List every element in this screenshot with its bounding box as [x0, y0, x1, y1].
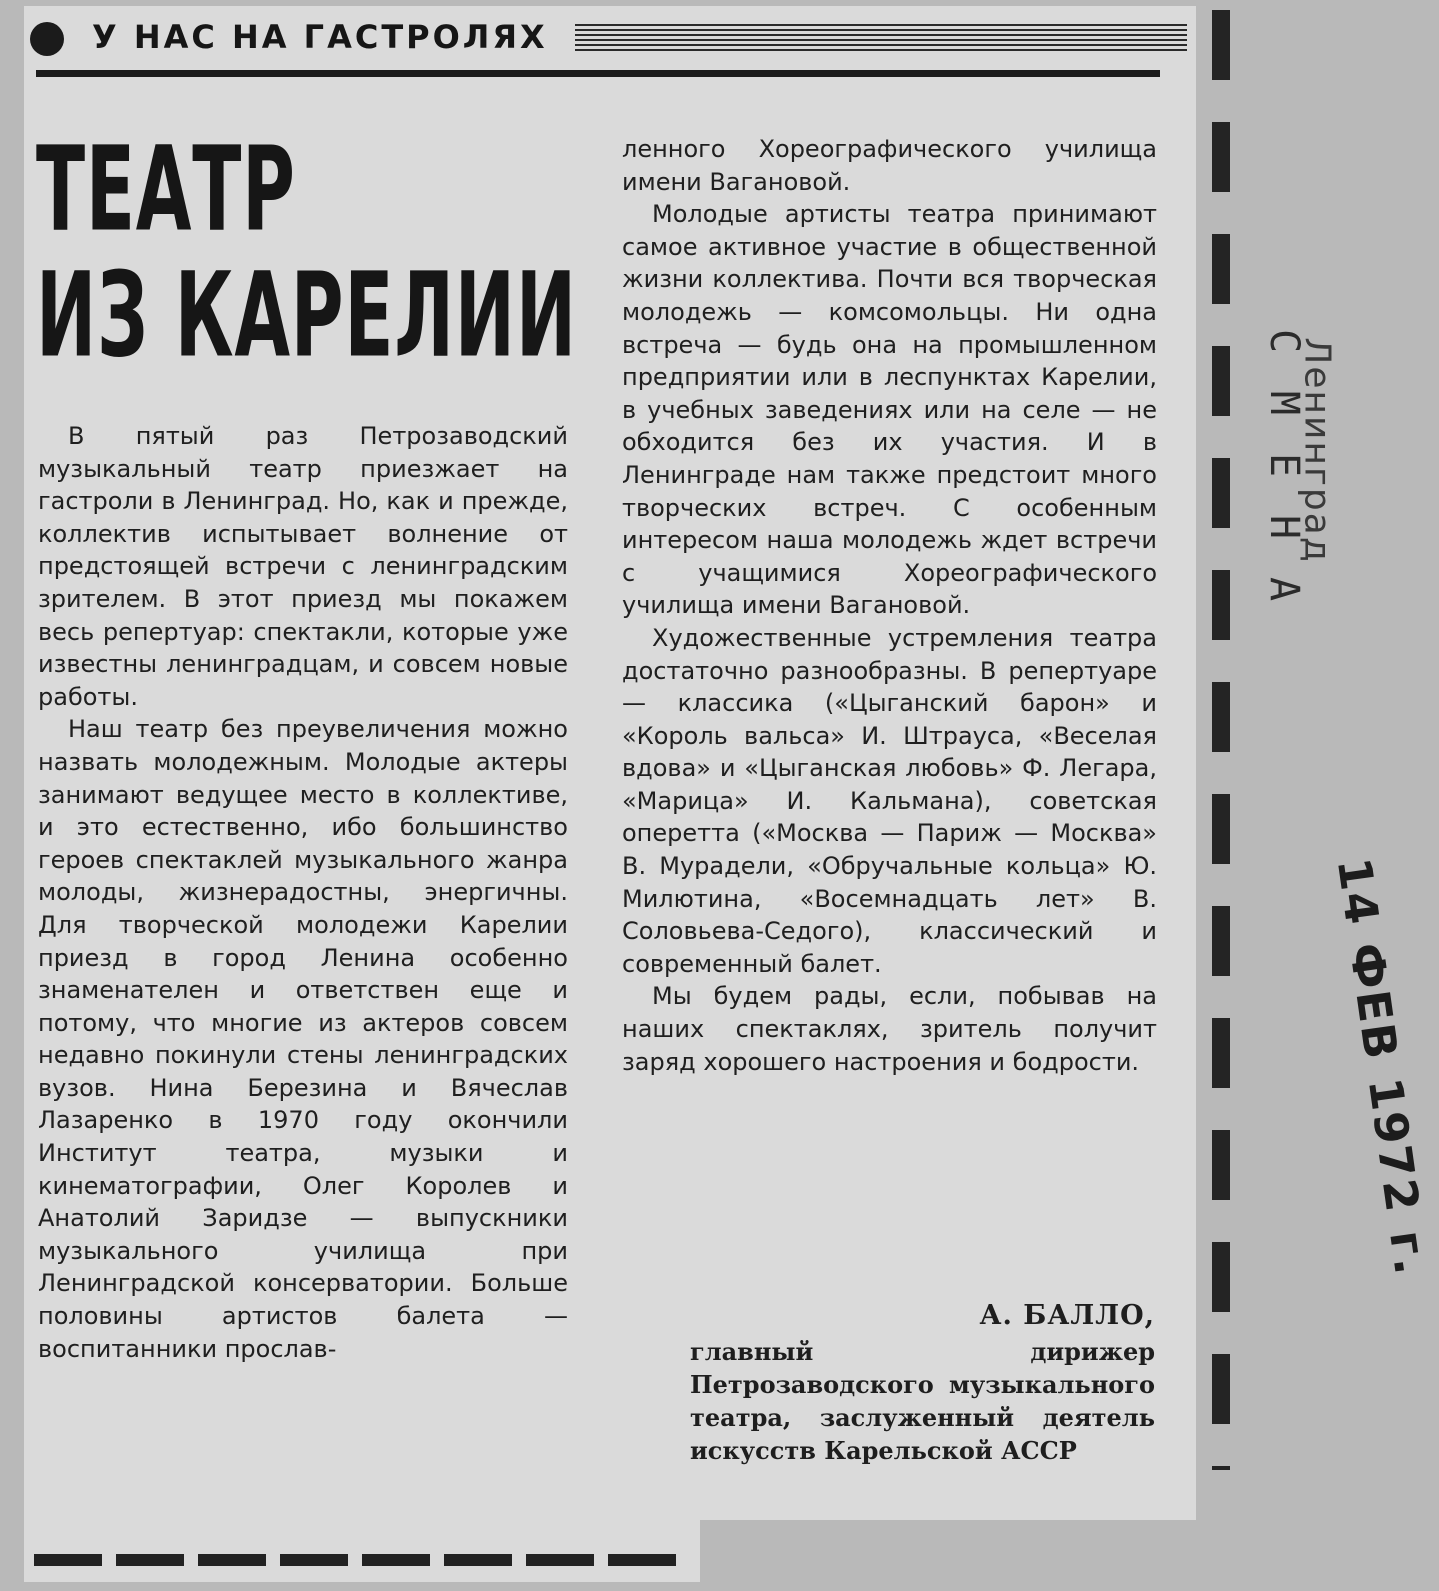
paragraph: Молодые артисты театра принимают самое активное участие в общественной жизни коллектива. Почти вся творческая молодежь — комсомольцы. Ни одна встреча — будь она на промышленном предприятии или в леспунктах Карелии, в учебных заведениях или на селе — не обходится без их участия. И в Ленинграде нам также предстоит много творческих встреч. С особенным интересом наша молодежь ждет встречи с учащимися Хореографического училища имени Вагановой.	[622, 200, 1157, 620]
paragraph: В пятый раз Петрозаводский музыкальный театр приезжает на гастроли в Ленинград. Но, как и прежде, коллектив испытывает волнение от предстоящей встречи с ленинградским зрителем. В этот приезд мы покажем весь репертуар: спектакли, которые уже известны ленинградцам, и совсем новые работы.	[38, 422, 568, 711]
clipping-cut-edge	[700, 1520, 1260, 1591]
stamp-letter: Н	[1261, 514, 1307, 540]
headline-line-2: ИЗ КАРЕЛИИ	[36, 246, 577, 384]
paragraph: Художественные устремления театра достаточно разнообразны. В репертуаре — классика («Цыганский барон» и «Король вальса» И. Штрауса, «Веселая вдова» и «Цыганская любовь» Ф. Легара, «Марица» И. Кальмана), советская оперетта («Москва — Париж — Москва» В. Мурадели, «Обручальные кольца» Ю. Милютина, «Восемнадцать лет» В. Соловьева-Седого), классический и современный балет.	[622, 623, 1157, 978]
bottom-dash-line	[34, 1554, 689, 1566]
author-role: главный дирижер Петрозаводского музыкального театра, заслуженный деятель искусств Карельской АССР	[690, 1337, 1155, 1465]
rubric-title: У НАС НА ГАСТРОЛЯХ	[92, 18, 548, 56]
article-column-right	[622, 133, 1157, 1078]
margin-dash-line	[1212, 10, 1230, 1470]
rubric-hatch-lines	[575, 24, 1187, 54]
headline-line-1: ТЕАТР	[36, 120, 296, 258]
paragraph: ленного Хореографического училища имени Вагановой.	[622, 135, 1157, 196]
archive-margin-strip	[1204, 0, 1439, 1591]
author-name: А. БАЛЛО,	[979, 1300, 1155, 1331]
header-rule	[36, 70, 1160, 77]
stamp-letter: А	[1261, 576, 1307, 602]
paragraph: Мы будем рады, если, побывав на наших спектаклях, зритель получит заряд хорошего настроения и бодрости.	[622, 982, 1157, 1076]
city-stamp: Ленинград	[1296, 337, 1338, 564]
bullet-dot	[30, 22, 64, 56]
paragraph: Наш театр без преувеличения можно назвать молодежным. Молодые актеры занимают ведущее место в коллективе, и это естественно, ибо большинство героев спектаклей музыкального жанра молоды, жизнерадостны, энергичны. Для творческой молодежи Карелии приезд в город Ленина особенно знаменателен и ответствен еще и потому, что многие из актеров совсем недавно покинули стены ленинградских вузов. Нина Березина и Вячеслав Лазаренко в 1970 году окончили Институт театра, музыки и кинематографии, Олег Королев и Анатолий Заридзе — выпускники музыкального училища при Ленинградской консерватории. Больше половины артистов балета — воспитанники прослав-	[38, 715, 568, 1363]
stamp-letter: Е	[1261, 452, 1307, 478]
stamp-letter: М	[1261, 390, 1307, 416]
author-signature	[690, 1300, 1155, 1467]
article-headline	[36, 120, 596, 384]
date-stamp: 14 ФЕВ 1972 г.	[1326, 854, 1439, 1280]
stamp-letter: С	[1261, 328, 1307, 354]
section-rubric	[30, 16, 1170, 56]
article-column-left	[38, 420, 568, 1365]
